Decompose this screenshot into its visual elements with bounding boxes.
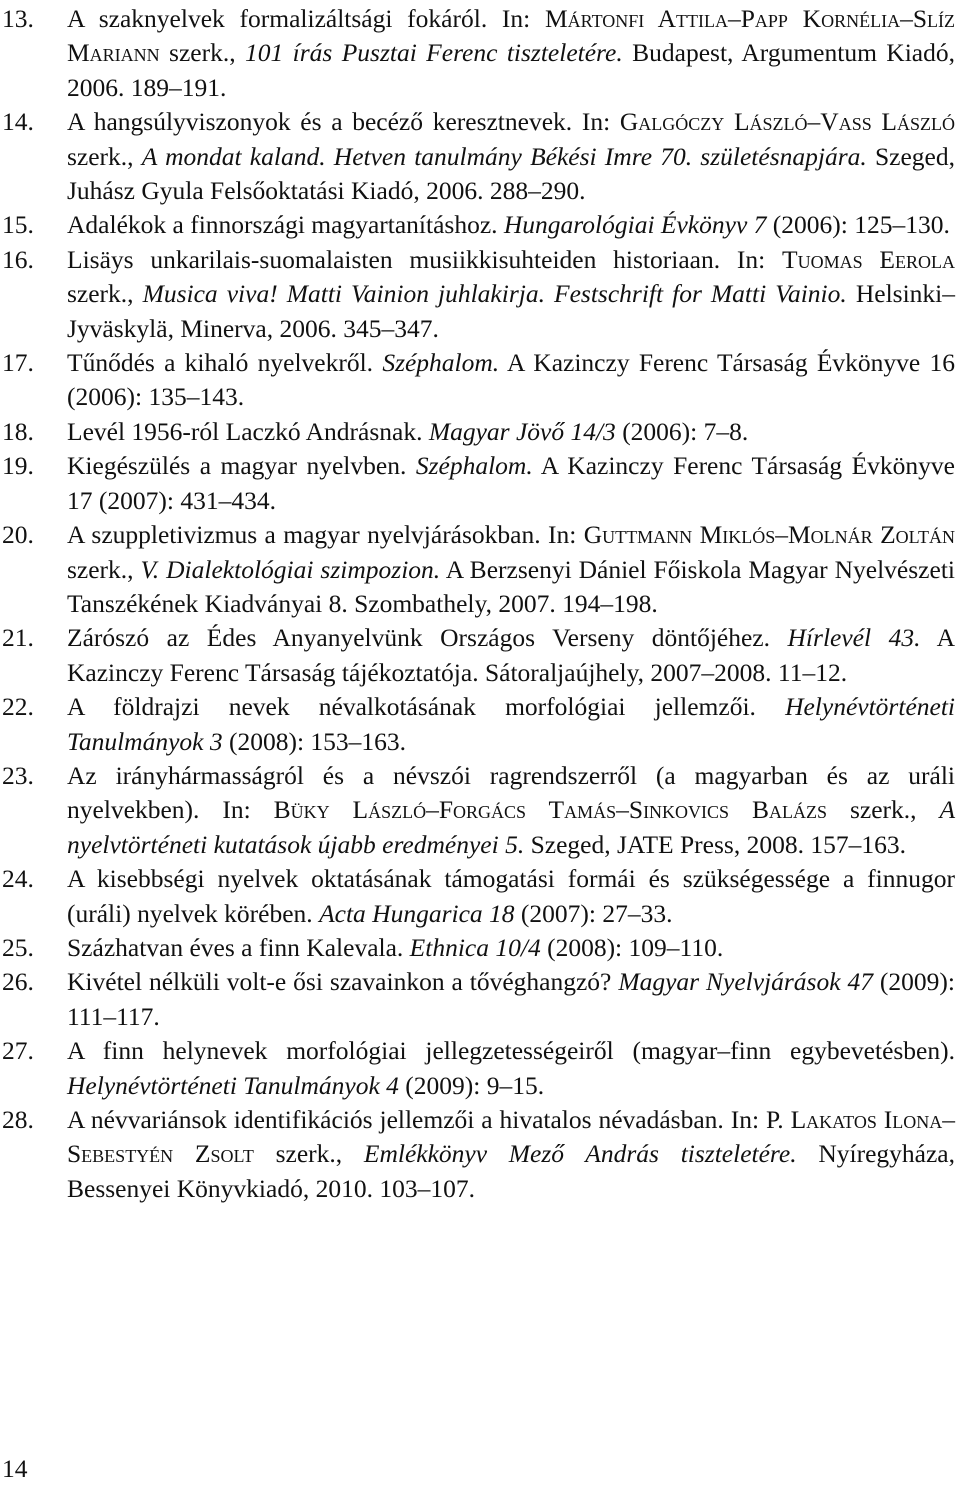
entry-segment: A Berzsenyi Dániel Főiskola Magyar Nyelvészeti Tanszékének Kiadványai 8. Szombathely, 2007. 194–198. <box>67 554 955 618</box>
entry-number: 22. <box>2 692 34 722</box>
entry-segment: Helsinki–Jyväskylä, Minerva, 2006. 345–347. <box>67 279 955 343</box>
entry-segment: Százhatvan éves a finn Kalevala. <box>67 932 410 962</box>
bibliography-entry <box>0 208 955 242</box>
entry-segment: A névvariánsok identifikációs jellemzői a hivatalos névadásban. In: <box>67 1105 766 1134</box>
bibliography-entry <box>0 518 955 621</box>
entry-title-italic: Magyar Nyelvjárások 47 <box>618 967 873 997</box>
entry-number: 13. <box>2 4 34 33</box>
bibliography-entry <box>0 1103 955 1206</box>
entry-title-italic: V. Dialektológiai szimpozion. <box>140 554 441 584</box>
entry-title-italic: Helynévtörténeti Tanulmányok 3 <box>67 692 955 756</box>
entry-text <box>67 346 955 415</box>
entry-number: 28. <box>2 1105 34 1134</box>
entry-number: 23. <box>2 760 34 790</box>
entry-segment: Lisäys unkarilais-suomalaisten musiikkisuhteiden historiaan. In: <box>67 244 783 274</box>
entry-segment: A Kazinczy Ferenc Társaság Évkönyve 17 (2007): 431–434. <box>67 451 955 515</box>
entry-title-italic: Széphalom. <box>415 451 533 481</box>
entry-editors: Büky László–Forgács Tamás–Sinkovics Balázs <box>273 795 828 825</box>
entry-segment: (2008): 109–110. <box>540 932 724 962</box>
entry-text <box>67 2 955 105</box>
bibliography-entry <box>0 759 955 862</box>
page-number: 14 <box>2 1454 28 1483</box>
entry-title-italic: Helynévtörténeti Tanulmányok 4 <box>67 1070 399 1100</box>
entry-segment: A szaknyelvek formalizáltsági fokáról. In: <box>67 4 545 33</box>
entry-number: 25. <box>2 932 34 962</box>
entry-title-italic: Ethnica 10/4 <box>409 932 541 962</box>
entry-segment: Adalékok a finnországi magyartanításhoz. <box>67 210 504 240</box>
bibliography-entry <box>0 1034 955 1103</box>
entry-text <box>67 621 955 690</box>
entry-segment: Budapest, Argumentum Kiadó, 2006. 189–191. <box>67 38 955 102</box>
bibliography-entry <box>0 690 955 759</box>
entry-title-italic: Hungarológiai Évkönyv 7 <box>503 210 767 240</box>
entry-segment: A finn helynevek morfológiai jellegzetességeiről (magyar–finn egybevetésben). <box>67 1036 955 1066</box>
entry-segment: szerk., <box>827 795 940 825</box>
entry-title-italic: Széphalom. <box>382 348 500 378</box>
entry-segment: Tűnődés a kihaló nyelvekről. <box>67 348 383 378</box>
entry-segment: (2009): 9–15. <box>398 1070 545 1100</box>
entry-text <box>67 690 955 759</box>
entry-segment: szerk., <box>253 1139 364 1169</box>
entry-segment: Szeged, JATE Press, 2008. 157–163. <box>524 829 906 859</box>
entry-text <box>67 1034 955 1103</box>
entry-text <box>67 243 955 346</box>
entry-segment: Levél 1956-ról Laczkó Andrásnak. <box>67 416 429 446</box>
entry-text <box>67 518 955 621</box>
entry-segment: (2008): 153–163. <box>222 726 407 756</box>
entry-text <box>67 931 955 965</box>
entry-segment: A kisebbségi nyelvek oktatásának támogatási formái és szükségessége a finnugor (uráli) nyelvek körében. <box>67 864 955 928</box>
bibliography-entry <box>0 621 955 690</box>
entry-segment: Kiegészülés a magyar nyelvben. <box>67 451 416 481</box>
entry-title-italic: A mondat kaland. Hetven tanulmány Békési Imre 70. születésnapjára. <box>141 141 867 171</box>
entry-segment: (2006): 125–130. <box>766 210 950 240</box>
entry-editors: P. Lakatos Ilona–Sebestyén Zsolt <box>67 1105 955 1169</box>
entry-text <box>67 759 955 862</box>
entry-segment: A Kazinczy Ferenc Társaság tájékoztatója. Sátoraljaújhely, 2007–2008. 11–12. <box>67 623 955 687</box>
entry-text <box>67 965 955 1034</box>
entry-number: 18. <box>2 416 34 446</box>
entry-number: 19. <box>2 451 34 481</box>
entry-segment: (2007): 27–33. <box>514 898 673 928</box>
entry-title-italic: Hírlevél 43. <box>787 623 921 653</box>
entry-segment: szerk., <box>159 38 245 68</box>
entry-text <box>67 208 955 242</box>
entry-segment: szerk., <box>67 554 141 584</box>
bibliography-entry <box>0 449 955 518</box>
entry-number: 24. <box>2 864 34 894</box>
entry-number: 21. <box>2 623 34 653</box>
entry-number: 14. <box>2 107 34 137</box>
bibliography-list <box>0 2 955 1206</box>
bibliography-entries <box>0 2 955 1206</box>
entry-segment: Szeged, Juhász Gyula Felsőoktatási Kiadó, 2006. 288–290. <box>67 141 956 206</box>
entry-segment: A hangsúlyviszonyok és a becéző keresztnevek. In: <box>67 107 620 137</box>
bibliography-entry <box>0 105 955 208</box>
entry-text <box>67 1103 955 1206</box>
entry-text <box>67 415 955 449</box>
entry-segment: A Kazinczy Ferenc Társaság Évkönyve 16 (2006): 135–143. <box>67 348 956 412</box>
entry-editors: Guttmann Miklós–Molnár Zoltán <box>583 520 955 550</box>
entry-segment: Nyíregyháza, Bessenyei Könyvkiadó, 2010. 103–107. <box>67 1139 955 1203</box>
entry-segment: Zárószó az Édes Anyanyelvünk Országos Verseny döntőjéhez. <box>67 623 788 653</box>
bibliography-entry <box>0 243 955 346</box>
entry-editors: Galgóczy László–Vass László <box>619 107 955 137</box>
entry-segment: Az irányhármasságról és a névszói ragrendszerről (a magyarban és az uráli nyelvekben). In: <box>67 760 955 825</box>
entry-text <box>67 449 955 518</box>
entry-title-italic: A nyelvtörténeti kutatások újabb eredményei 5. <box>67 795 956 859</box>
bibliography-entry <box>0 965 955 1034</box>
entry-title-italic: Magyar Jövő 14/3 <box>428 416 616 446</box>
entry-segment: Kivétel nélküli volt-e ősi szavainkon a tővéghangzó? <box>67 967 619 997</box>
entry-number: 27. <box>2 1036 34 1066</box>
bibliography-entry <box>0 346 955 415</box>
entry-segment: A földrajzi nevek névalkotásának morfológiai jellemzői. <box>67 692 786 722</box>
entry-title-italic: Acta Hungarica 18 <box>319 898 515 928</box>
entry-title-italic: 101 írás Pusztai Ferenc tiszteletére. <box>245 38 623 68</box>
entry-number: 15. <box>2 210 34 240</box>
bibliography-entry <box>0 415 955 449</box>
entry-segment: A szuppletivizmus a magyar nyelvjárásokban. In: <box>67 520 584 550</box>
entry-editors: Mártonfi Attila–Papp Kornélia–Slíz Mariann <box>67 4 955 68</box>
entry-number: 20. <box>2 520 34 550</box>
entry-segment: szerk., <box>67 279 143 309</box>
entry-title-italic: Musica viva! Matti Vainion juhlakirja. Festschrift for Matti Vainio. <box>142 279 847 309</box>
entry-text <box>67 862 955 931</box>
entry-title-italic: Emlékkönyv Mező András tiszteletére. <box>363 1139 797 1169</box>
entry-segment: szerk., <box>67 141 142 171</box>
entry-number: 26. <box>2 967 34 997</box>
entry-text <box>67 105 955 208</box>
bibliography-entry <box>0 862 955 931</box>
bibliography-entry <box>0 2 955 105</box>
entry-segment: (2009): 111–117. <box>67 967 955 1031</box>
entry-segment: (2006): 7–8. <box>615 416 749 446</box>
entry-number: 17. <box>2 348 34 378</box>
entry-editors: Tuomas Eerola <box>782 244 955 274</box>
entry-number: 16. <box>2 244 34 274</box>
bibliography-entry <box>0 931 955 965</box>
